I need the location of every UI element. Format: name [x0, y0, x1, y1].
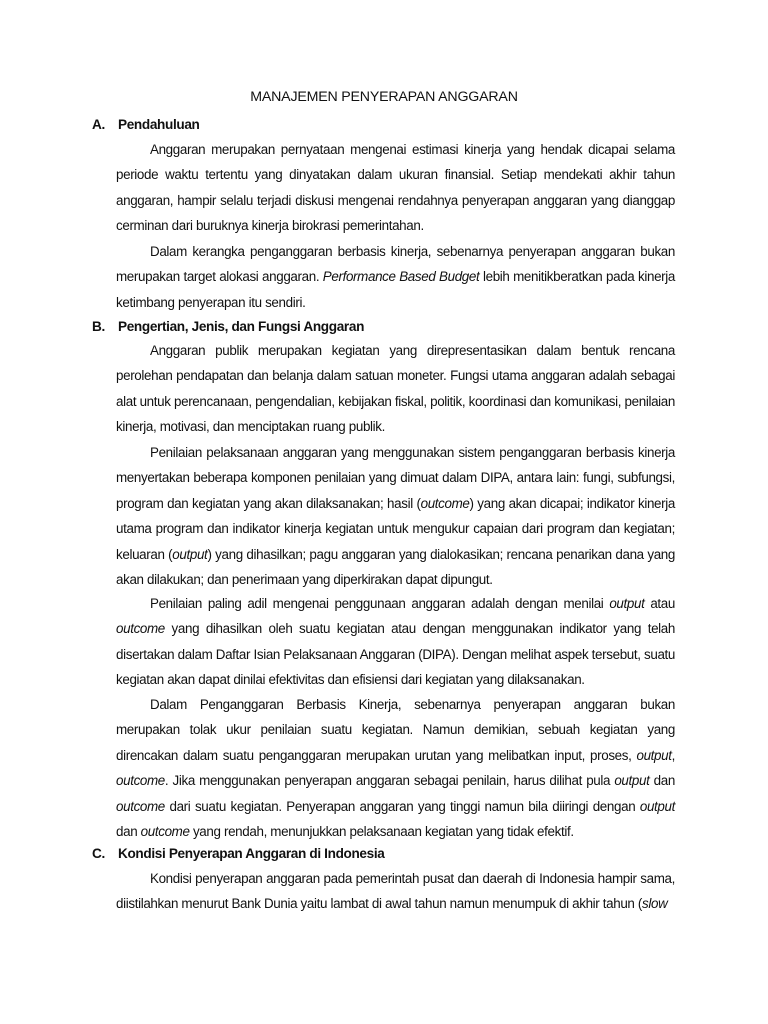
paragraph: [116, 338, 675, 440]
paragraph: [116, 239, 675, 315]
paragraph: [116, 692, 675, 844]
paragraph-text: Penilaian pelaksanaan anggaran yang menggunakan sistem penganggaran berbasis kinerja menyertakan beberapa komponen penilaian yang dimuat dalam DIPA, antara lain: fungi, subfungsi, program dan kegiatan yang akan dilaksanakan; hasil (outcome) yang akan dicapai; indikator kinerja utama program dan indikator kinerja kegiatan untuk mengukur capaian dari program dan kegiatan; keluaran (output) yang dihasilkan; pagu anggaran yang dialokasikan; rencana penarikan dana yang akan dilakukan; dan penerimaan yang diperkirakan dapat dipungut.: [116, 445, 676, 588]
paragraph: [116, 591, 675, 693]
section-number: B.: [92, 319, 105, 334]
paragraph-text: Dalam kerangka penganggaran berbasis kinerja, sebenarnya penyerapan anggaran bukan merupakan target alokasi anggaran. Performance Based Budget lebih menitikberatkan pada kinerja ketimbang penyerapan itu sendiri.: [116, 244, 675, 310]
paragraph: [116, 137, 675, 239]
document-title: MANAJEMEN PENYERAPAN ANGGARAN: [250, 89, 518, 105]
section-number: C.: [92, 846, 105, 861]
section-title: Pengertian, Jenis, dan Fungsi Anggaran: [118, 319, 365, 334]
section-title: Kondisi Penyerapan Anggaran di Indonesia: [118, 846, 385, 861]
paragraph-text: Dalam Penganggaran Berbasis Kinerja, sebenarnya penyerapan anggaran bukan merupakan tolak ukur penilaian suatu kegiatan. Namun demikian, sebuah kegiatan yang direncakan dalam suatu penganggaran merupakan urutan yang melibatkan input, proses, output, outcome. Jika menggunakan penyerapan anggaran sebagai penilain, harus dilihat pula output dan outcome dari suatu kegiatan. Penyerapan anggaran yang tinggi namun bila diiringi dengan output dan outcome yang rendah, menunjukkan pelaksanaan kegiatan yang tidak efektif.: [116, 697, 675, 840]
section-title: Pendahuluan: [118, 117, 200, 132]
paragraph-text: Anggaran merupakan pernyataan mengenai estimasi kinerja yang hendak dicapai selama periode waktu tertentu yang dinyatakan dalam ukuran finansial. Setiap mendekati akhir tahun anggaran, hampir selalu terjadi diskusi mengenai rendahnya penyerapan anggaran yang dianggap cerminan dari buruknya kinerja birokrasi pemerintahan.: [116, 142, 675, 234]
section-heading-c: [92, 846, 384, 861]
paragraph: [116, 866, 675, 917]
paragraph-text: Anggaran publik merupakan kegiatan yang direpresentasikan dalam bentuk rencana perolehan pendapatan dan belanja dalam satuan moneter. Fungsi utama anggaran adalah sebagai alat untuk perencanaan, pengendalian, kebijakan fiskal, politik, koordinasi dan komunikasi, penilaian kinerja, motivasi, dan menciptakan ruang publik.: [116, 343, 675, 435]
paragraph: [116, 440, 675, 592]
paragraph-text: Kondisi penyerapan anggaran pada pemerintah pusat dan daerah di Indonesia hampir sama, diistilahkan menurut Bank Dunia yaitu lambat di awal tahun namun menumpuk di akhir tahun (slow: [116, 871, 675, 912]
paragraph-text: Penilaian paling adil mengenai penggunaan anggaran adalah dengan menilai output atau outcome yang dihasilkan oleh suatu kegiatan atau dengan menggunakan indikator yang telah disertakan dalam Daftar Isian Pelaksanaan Anggaran (DIPA). Dengan melihat aspek tersebut, suatu kegiatan akan dapat dinilai efektivitas dan efisiensi dari kegiatan yang dilaksanakan.: [116, 596, 676, 688]
section-heading-a: [92, 117, 200, 132]
section-number: A.: [92, 117, 105, 132]
section-heading-b: [92, 319, 364, 334]
